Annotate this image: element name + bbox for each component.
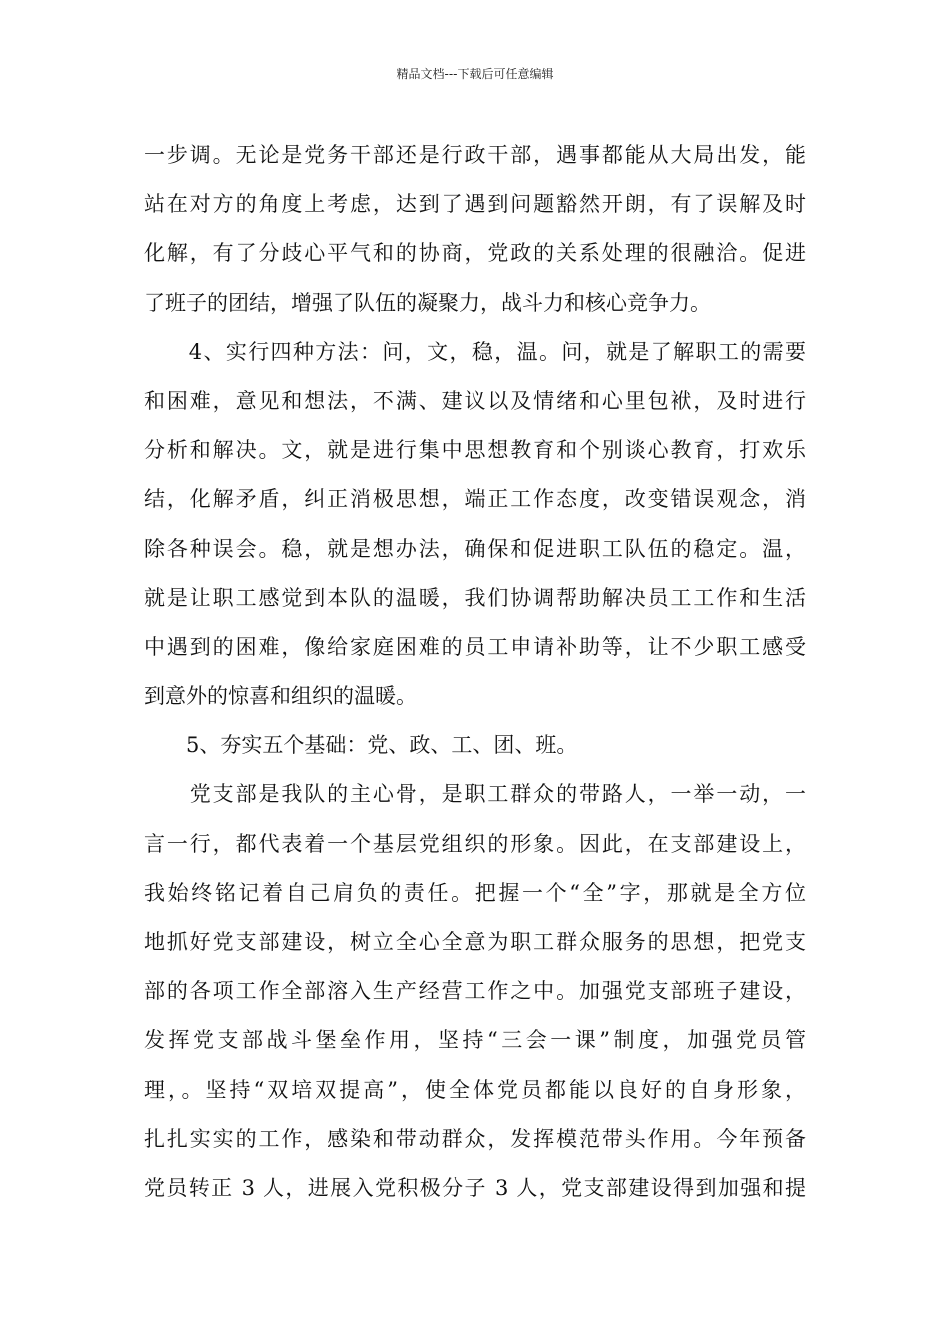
text-line: 理，。坚持“双培双提高”，使全体党员都能以良好的自身形象， xyxy=(144,1077,806,1102)
text-line: 就是让职工感觉到本队的温暖，我们协调帮助解决员工工作和生活 xyxy=(144,585,806,610)
text-line: 除各种误会。稳，就是想办法，确保和促进职工队伍的稳定。温， xyxy=(144,536,806,561)
text-line: 言一行，都代表着一个基层党组织的形象。因此，在支部建设上， xyxy=(144,831,806,856)
text-line: 党员转正 3 人，进展入党积极分子 3 人，党支部建设得到加强和提 xyxy=(144,1175,806,1200)
text-line: 到意外的惊喜和组织的温暖。 xyxy=(144,684,417,709)
text-line: 一步调。无论是党务干部还是行政干部，遇事都能从大局出发，能 xyxy=(144,143,806,167)
text-line: 结，化解矛盾，纠正消极思想，端正工作态度，改变错误观念，消 xyxy=(144,487,806,512)
text-line: 发挥党支部战斗堡垒作用，坚持“三会一课”制度，加强党员管 xyxy=(144,1028,806,1053)
text-line: 扎扎实实的工作，感染和带动群众，发挥模范带头作用。今年预备 xyxy=(144,1126,806,1151)
text-line: 4、实行四种方法：问，文，稳，温。问，就是了解职工的需要 xyxy=(144,339,806,364)
document-body xyxy=(144,131,806,1213)
text-line: 分析和解决。文，就是进行集中思想教育和个别谈心教育，打欢乐 xyxy=(144,438,806,463)
page-header: 精品文档---下载后可任意编辑 xyxy=(396,67,554,81)
text-line: 化解，有了分歧心平气和的协商，党政的关系处理的很融洽。促进 xyxy=(144,241,806,266)
text-line: 了班子的团结，增强了队伍的凝聚力，战斗力和核心竞争力。 xyxy=(144,290,711,315)
text-line: 站在对方的角度上考虑，达到了遇到问题豁然开朗，有了误解及时 xyxy=(144,192,806,217)
text-line: 和困难，意见和想法，不满、建议以及情绪和心里包袱，及时进行 xyxy=(144,388,806,413)
text-line: 部的各项工作全部溶入生产经营工作之中。加强党支部班子建设， xyxy=(144,979,806,1004)
text-line: 我始终铭记着自己肩负的责任。把握一个“全”字，那就是全方位 xyxy=(144,880,806,905)
text-line: 5、夯实五个基础：党、政、工、团、班。 xyxy=(144,733,578,758)
text-line: 地抓好党支部建设，树立全心全意为职工群众服务的思想，把党支 xyxy=(144,930,806,954)
text-line: 党支部是我队的主心骨，是职工群众的带路人，一举一动，一 xyxy=(144,782,806,807)
text-line: 中遇到的困难，像给家庭困难的员工申请补助等，让不少职工感受 xyxy=(144,634,806,659)
